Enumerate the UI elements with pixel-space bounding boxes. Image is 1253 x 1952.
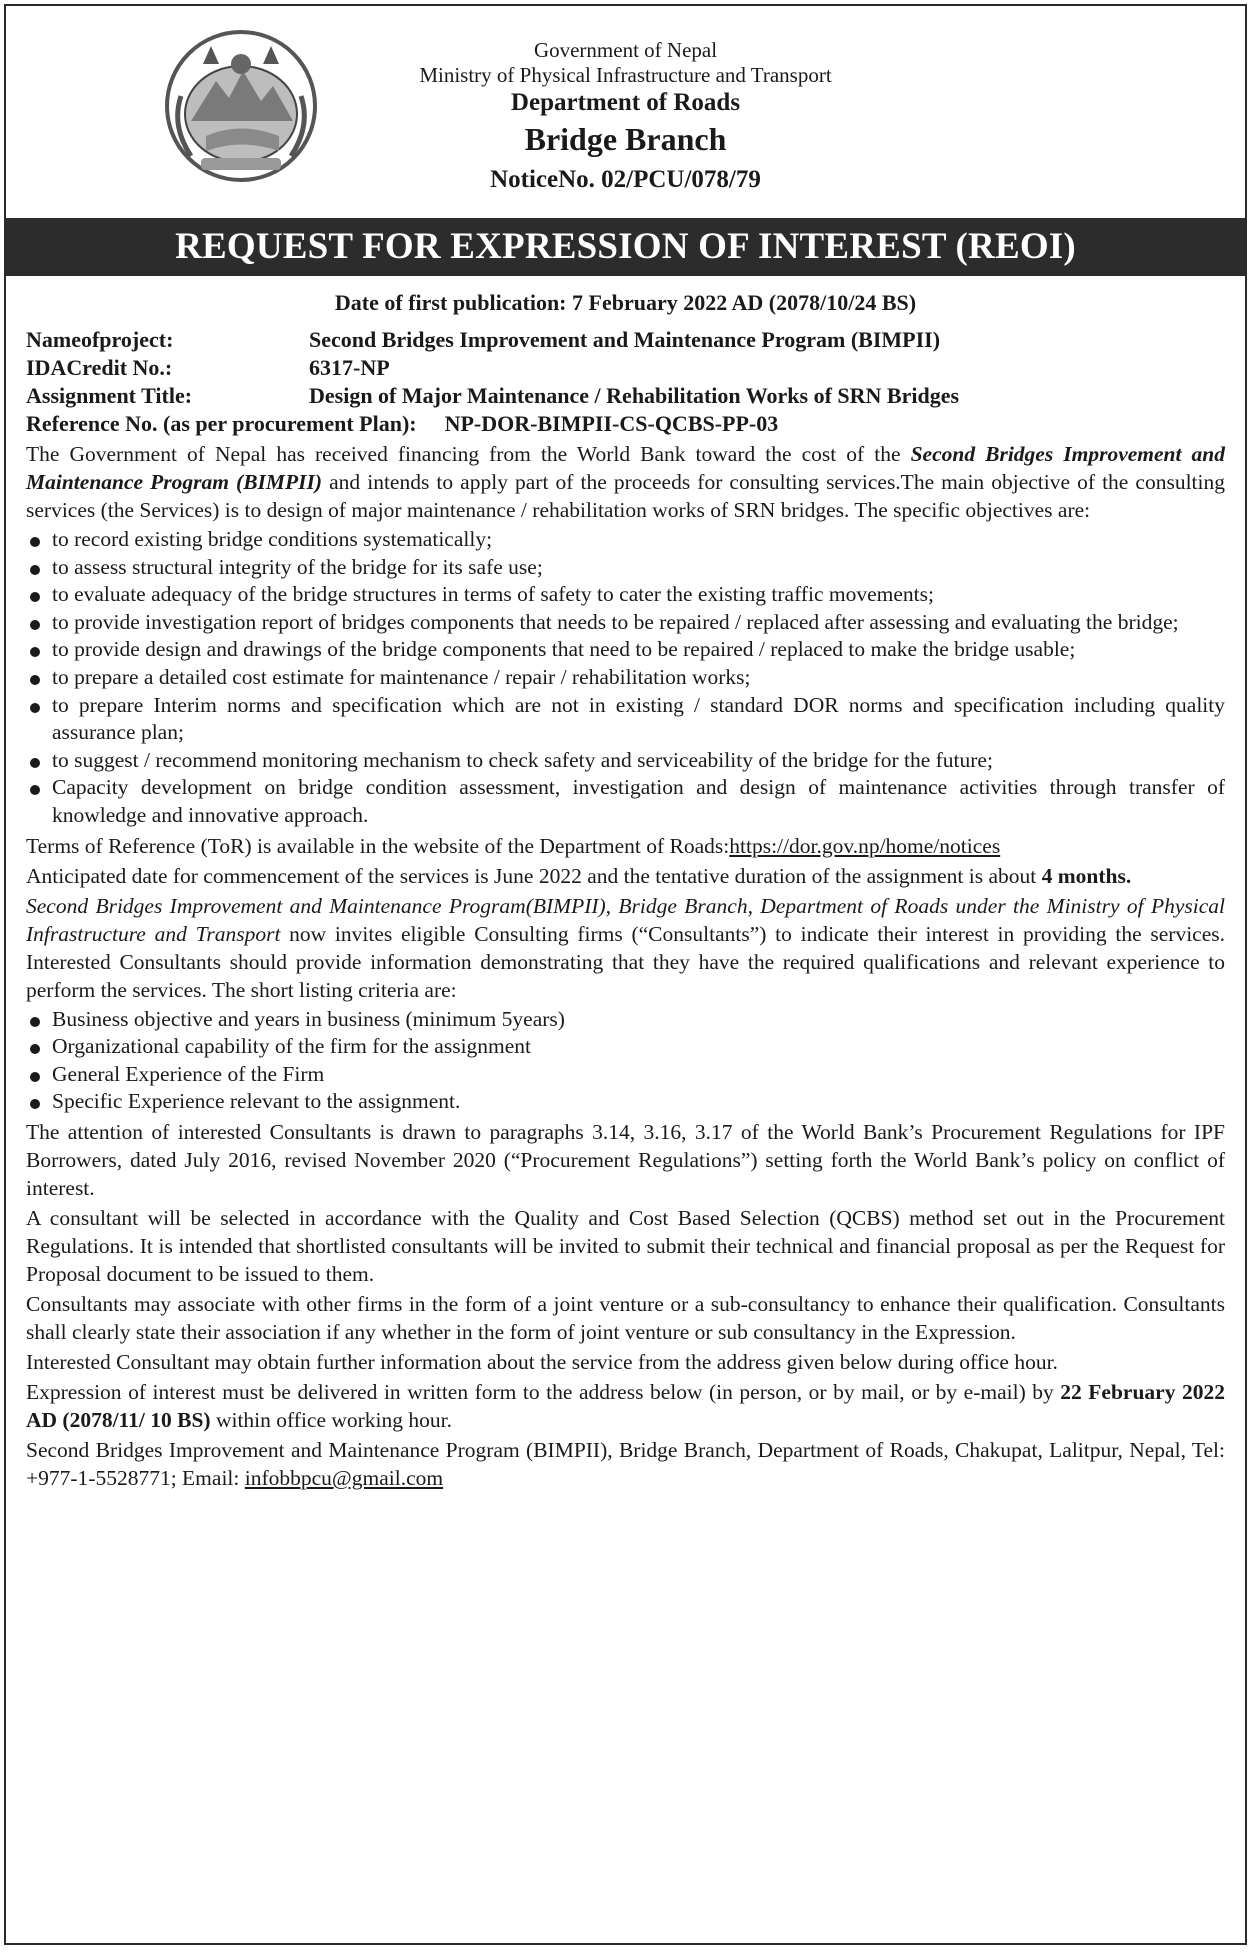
- invitation-paragraph: [26, 892, 1225, 1004]
- branch-name: Bridge Branch: [524, 121, 727, 158]
- delivery-text-2: within office working hour.: [210, 1407, 453, 1432]
- notice-body: [6, 276, 1245, 1492]
- notice-number: NoticeNo. 02/PCU/078/79: [490, 165, 761, 193]
- list-item: to suggest / recommend monitoring mechanism to check safety and serviceability of the bridge for the future;: [26, 747, 1225, 775]
- list-item: Business objective and years in business (minimum 5years): [26, 1006, 1225, 1034]
- submission-deadline: 22 February 2022 AD (2078/11/ 10 BS): [26, 1379, 1225, 1432]
- credit-row: [26, 354, 1225, 382]
- notice-frame: [4, 4, 1247, 1945]
- list-item: to prepare Interim norms and specification which are not in existing / standard DOR norms and specification including quality assurance plan;: [26, 692, 1225, 747]
- tor-text: Terms of Reference (ToR) is available in the website of the Department of Roads:: [26, 833, 730, 858]
- list-item: Specific Experience relevant to the assignment.: [26, 1088, 1225, 1116]
- project-name-row: [26, 326, 1225, 354]
- list-item: Organizational capability of the firm for the assignment: [26, 1033, 1225, 1061]
- intro-text-1: The Government of Nepal has received financing from the World Bank toward the cost of the: [26, 442, 911, 466]
- criteria-list: [26, 1006, 1225, 1116]
- project-info: [26, 326, 1225, 438]
- intro-paragraph: [26, 440, 1225, 524]
- reference-label: Reference No. (as per procurement Plan):: [26, 411, 417, 436]
- reoi-banner: REQUEST FOR EXPRESSION OF INTEREST (REOI): [6, 218, 1245, 276]
- delivery-text-1: Expression of interest must be delivered in written form to the address below (in person, or by mail, or by e-mail) by: [26, 1379, 1061, 1404]
- further-info-paragraph: Interested Consultant may obtain further information about the service from the address given below during office hour.: [26, 1349, 1058, 1374]
- objectives-list: [26, 526, 1225, 830]
- assignment-duration: 4 months.: [1041, 863, 1132, 888]
- association-paragraph: Consultants may associate with other firms in the form of a joint venture or a sub-consultancy to enhance their qualification. Consultants shall clearly state their association if any whether in the form of joint venture or sub consultancy in the Expression.: [26, 1291, 1225, 1344]
- department-name: Department of Roads: [510, 89, 741, 117]
- delivery-paragraph: [26, 1378, 1225, 1434]
- commencement-paragraph: [26, 862, 1225, 890]
- list-item: Capacity development on bridge condition assessment, investigation and design of maintenance activities through transfer of knowledge and innovative approach.: [26, 774, 1225, 829]
- credit-value: 6317-NP: [309, 355, 390, 380]
- list-item: to prepare a detailed cost estimate for maintenance / repair / rehabilitation works;: [26, 664, 1225, 692]
- project-name-value: Second Bridges Improvement and Maintenance Program (BIMPII): [309, 327, 941, 352]
- attention-paragraph: The attention of interested Consultants is drawn to paragraphs 3.14, 3.16, 3.17 of the World Bank’s Procurement Regulations for IPF Borrowers, dated July 2016, revised November 2020 (“Procurement Regulations”) setting forth the World Bank’s policy on conflict of interest.: [26, 1119, 1225, 1200]
- government-name: Government of Nepal: [533, 38, 718, 62]
- reference-row: [26, 410, 1225, 438]
- intro-text-2: and intends to apply part of the proceeds for consulting services.The main objective of the consulting services (the Services) is to design of major maintenance / rehabilitation works of SRN bridges. The specific objectives are:: [26, 470, 1225, 522]
- list-item: to record existing bridge conditions systematically;: [26, 526, 1225, 554]
- project-name-label: Nameofproject:: [26, 327, 174, 352]
- reference-value: NP-DOR-BIMPII-CS-QCBS-PP-03: [444, 411, 779, 436]
- assignment-row: [26, 382, 1225, 410]
- list-item: to assess structural integrity of the bridge for its safe use;: [26, 554, 1225, 582]
- assignment-label: Assignment Title:: [26, 383, 193, 408]
- list-item: General Experience of the Firm: [26, 1061, 1225, 1089]
- address-text: Second Bridges Improvement and Maintenance Program (BIMPII), Bridge Branch, Department of Roads, Chakupat, Lalitpur, Nepal, Tel: +977-1-5528771; Email:: [26, 1437, 1225, 1490]
- intro-program-name: Second Bridges Improvement and Maintenance Program (BIMPII): [26, 442, 1225, 494]
- list-item: to evaluate adequacy of the bridge structures in terms of safety to cater the existing traffic movements;: [26, 581, 1225, 609]
- invitation-program: Second Bridges Improvement and Maintenance Program(BIMPII), Bridge Branch, Department of Roads under the Ministry of Physical Infrastructure and Transport: [26, 893, 1225, 946]
- list-item: to provide investigation report of bridges components that needs to be repaired / replaced after assessing and evaluating the bridge;: [26, 609, 1225, 637]
- commencement-text: Anticipated date for commencement of the services is June 2022 and the tentative duration of the assignment is about: [26, 863, 1042, 888]
- publication-date: Date of first publication: 7 February 2022 AD (2078/10/24 BS): [334, 290, 917, 315]
- header: [6, 6, 1245, 218]
- address-paragraph: [26, 1436, 1225, 1492]
- email-link[interactable]: infobbpcu@gmail.com: [244, 1465, 444, 1490]
- tor-link[interactable]: https://dor.gov.np/home/notices: [729, 833, 1001, 858]
- tor-paragraph: [26, 832, 1225, 860]
- assignment-value: Design of Major Maintenance / Rehabilitation Works of SRN Bridges: [309, 383, 960, 408]
- ministry-name: Ministry of Physical Infrastructure and Transport: [419, 63, 832, 88]
- list-item: to provide design and drawings of the bridge components that need to be repaired / replaced to make the bridge usable;: [26, 636, 1225, 664]
- credit-label: IDACredit No.:: [26, 355, 173, 380]
- invitation-text: now invites eligible Consulting firms (“Consultants”) to indicate their interest in providing the services. Interested Consultants should provide information demonstrating that they have the required qualifications and relevant experience to perform the services. The short listing criteria are:: [26, 921, 1225, 1002]
- selection-paragraph: A consultant will be selected in accordance with the Quality and Cost Based Selection (QCBS) method set out in the Procurement Regulations. It is intended that shortlisted consultants will be invited to submit their technical and financial proposal as per the Request for Proposal document to be issued to them.: [26, 1205, 1225, 1286]
